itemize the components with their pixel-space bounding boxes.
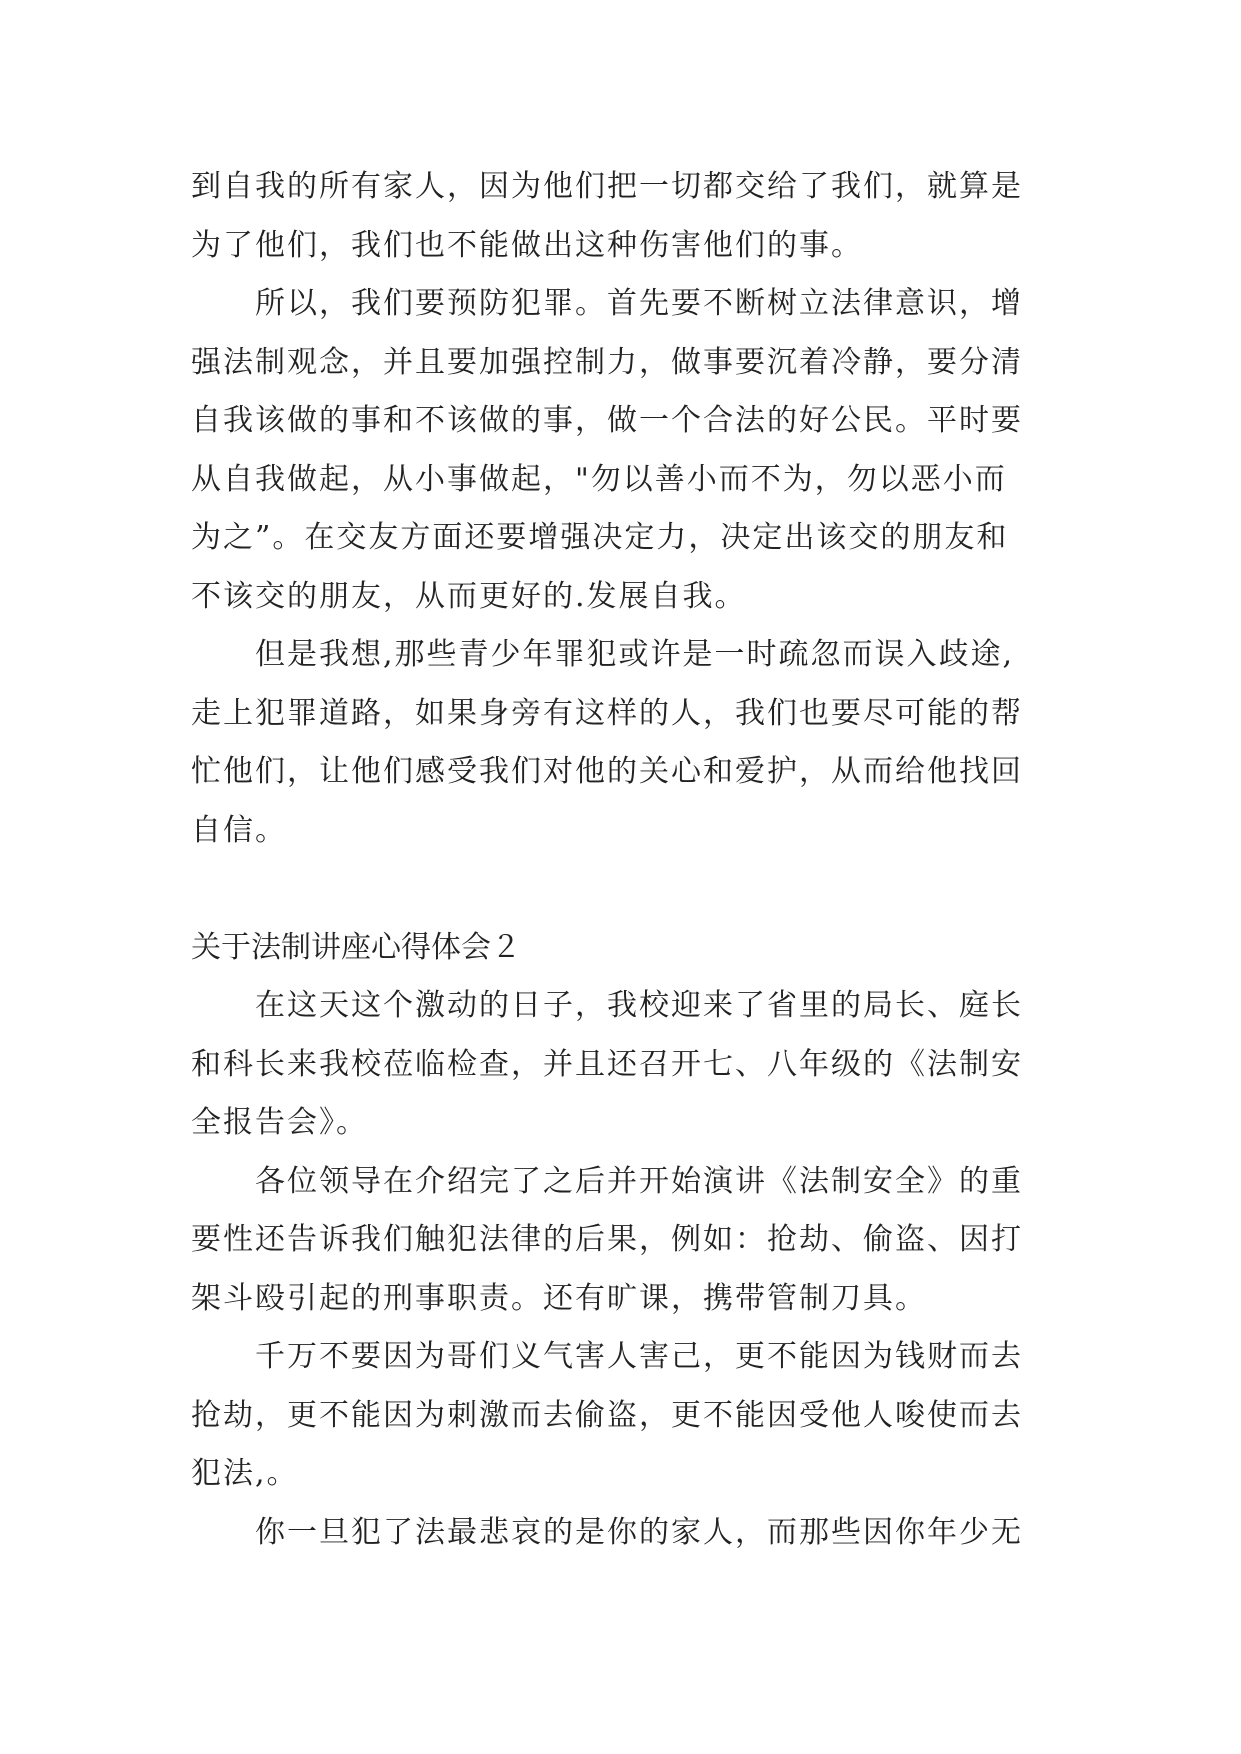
text-line: 从自我做起，从小事做起，"勿以善小而不为，勿以恶小而 [191, 461, 1007, 497]
text-line: 自信。 [191, 812, 287, 848]
text-line: 自我该做的事和不该做的事，做一个合法的好公民。平时要 [191, 403, 1023, 438]
text-line: 为之”。在交友方面还要增强决定力，决定出该交的朋友和 [191, 520, 1009, 555]
text-line: 和科长来我校莅临检查，并且还召开七、八年级的《法制安 [191, 1046, 1023, 1082]
text-line: 抢劫，更不能因为刺激而去偷盗，更不能因受他人唆使而去 [191, 1397, 1023, 1433]
text-line: 所以，我们要预防犯罪。首先要不断树立法律意识，增 [255, 286, 1023, 321]
section-title: 关于法制讲座心得体会２ [191, 929, 521, 965]
text-line: 强法制观念，并且要加强控制力，做事要沉着冷静，要分清 [191, 344, 1023, 380]
text-line: 忙他们，让他们感受我们对他的关心和爱护，从而给他找回 [191, 754, 1023, 789]
text-line: 不该交的朋友，从而更好的.发展自我。 [191, 578, 747, 614]
text-line: 犯法,。 [191, 1456, 299, 1491]
paragraph [191, 1328, 1061, 1504]
paragraph [191, 158, 1061, 275]
text-line: 千万不要因为哥们义气害人害己，更不能因为钱财而去 [255, 1339, 1023, 1374]
blank-line [191, 860, 1061, 919]
text-line: 在这天这个激动的日子，我校迎来了省里的局长、庭长 [255, 988, 1023, 1023]
document-body [191, 158, 1061, 1562]
text-line: 要性还告诉我们触犯法律的后果，例如：抢劫、偷盗、因打 [191, 1222, 1023, 1257]
paragraph [191, 275, 1061, 626]
text-line: 全报告会》。 [191, 1105, 368, 1140]
paragraph [191, 626, 1061, 860]
text-line: 走上犯罪道路，如果身旁有这样的人，我们也要尽可能的帮 [191, 695, 1023, 731]
text-line: 架斗殴引起的刑事职责。还有旷课，携带管制刀具。 [191, 1280, 927, 1316]
paragraph [191, 977, 1061, 1153]
text-line: 你一旦犯了法最悲哀的是你的家人，而那些因你年少无 [255, 1514, 1023, 1550]
paragraph [191, 1504, 1061, 1563]
text-line: 到自我的所有家人，因为他们把一切都交给了我们，就算是 [191, 169, 1023, 204]
text-line: 为了他们，我们也不能做出这种伤害他们的事。 [191, 227, 863, 263]
text-line: 各位领导在介绍完了之后并开始演讲《法制安全》的重 [255, 1163, 1023, 1199]
text-line: 但是我想,那些青少年罪犯或许是一时疏忽而误入歧途, [255, 637, 1015, 672]
paragraph [191, 1153, 1061, 1329]
